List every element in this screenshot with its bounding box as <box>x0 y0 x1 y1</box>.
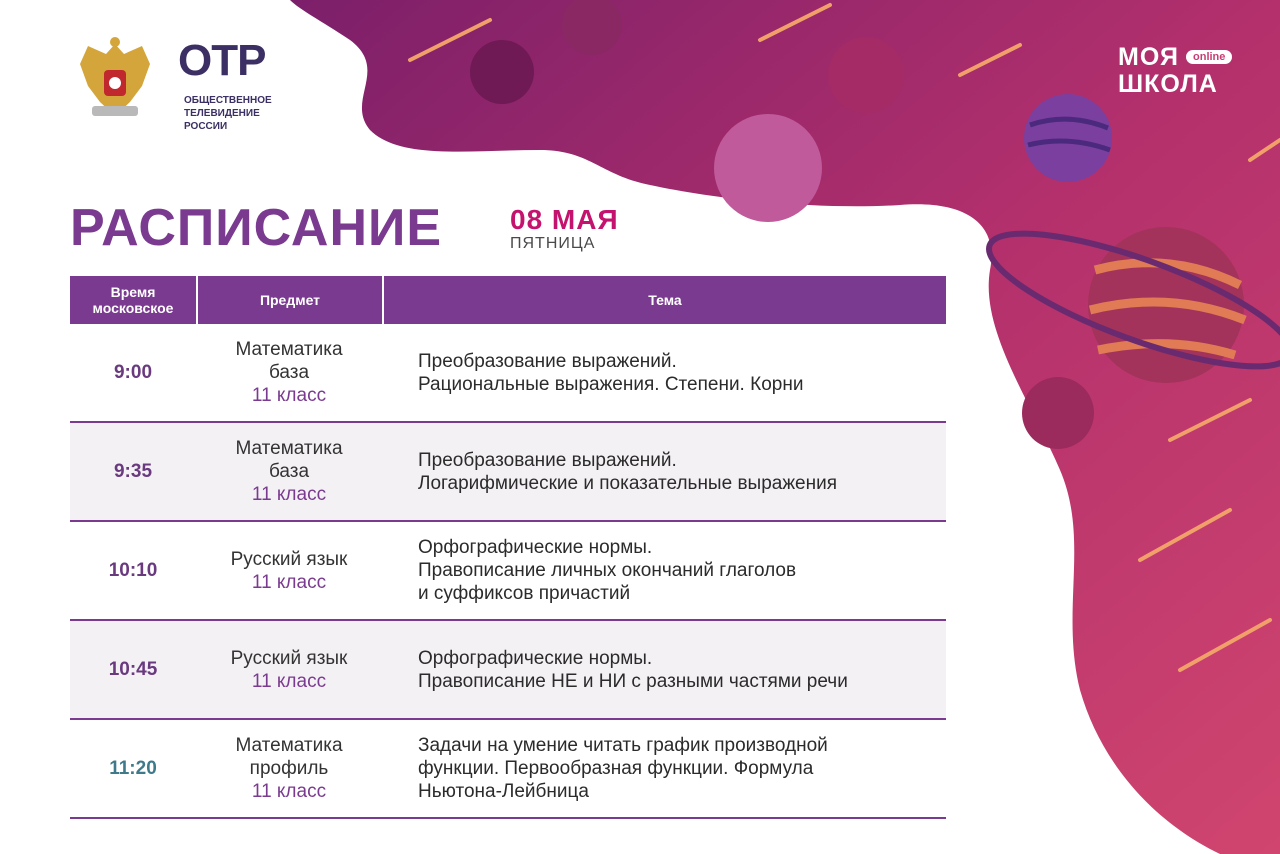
grade-label: 11 класс <box>251 484 327 505</box>
subject-line: профиль <box>249 758 329 779</box>
time-cell: 10:10 <box>108 559 158 581</box>
time-cell: 9:00 <box>113 361 153 383</box>
topic-line: Рациональные выражения. Степени. Корни <box>418 373 804 395</box>
moya-shkola-logo: МОЯ ШКОЛА <box>1118 43 1218 98</box>
table-row <box>70 423 946 522</box>
topic-line: Орфографические нормы. <box>418 537 653 558</box>
time-cell: 9:35 <box>113 460 153 482</box>
grade-label: 11 класс <box>251 670 327 692</box>
otr-logo: ОТР <box>178 36 266 85</box>
table-row <box>70 522 946 621</box>
otr-subtitle: ОБЩЕСТВЕННОЕ ТЕЛЕВИДЕНИЕ РОССИИ <box>184 95 272 132</box>
topic-line: Преобразование выражений. <box>418 350 677 372</box>
table-row <box>70 720 946 819</box>
subject-line: база <box>268 461 310 482</box>
schedule-table <box>70 276 946 819</box>
topic-cell <box>382 621 946 718</box>
topic-line: Ньютона-Лейбница <box>418 781 589 802</box>
topic-line: Задачи на умение читать график производной <box>418 735 828 756</box>
time-cell: 10:45 <box>108 658 158 680</box>
coat-of-arms-emblem <box>72 36 158 130</box>
topic-cell <box>382 324 946 421</box>
table-header <box>70 276 946 324</box>
topic-line: и суффиксов причастий <box>418 583 631 604</box>
header-topic: Тема <box>648 292 682 308</box>
grade-label: 11 класс <box>251 781 327 802</box>
topic-cell <box>382 720 946 817</box>
topic-line: Орфографические нормы. <box>418 647 653 669</box>
header-subject: Предмет <box>198 276 384 324</box>
table-row <box>70 324 946 423</box>
grade-label: 11 класс <box>251 571 327 593</box>
topic-line: Правописание НЕ и НИ с разными частями речи <box>418 670 848 692</box>
grade-label: 11 класс <box>251 385 327 406</box>
subject-line: Русский язык <box>230 548 348 570</box>
header-time: Время московское <box>70 276 198 324</box>
subject-cell <box>196 621 382 718</box>
subject-line: база <box>268 362 310 383</box>
schedule-weekday: ПЯТНИЦА <box>510 235 596 252</box>
subject-cell <box>196 522 382 619</box>
subject-line: Русский язык <box>230 647 348 669</box>
online-badge: online <box>1186 50 1232 64</box>
schedule-date: 08 МАЯ <box>510 204 619 235</box>
topic-cell <box>382 522 946 619</box>
subject-cell <box>196 720 382 817</box>
topic-line: Преобразование выражений. <box>418 449 677 471</box>
page-title: РАСПИСАНИЕ <box>70 199 443 257</box>
topic-line: Правописание личных окончаний глаголов <box>418 560 797 581</box>
topic-cell <box>382 423 946 520</box>
topic-line: Логарифмические и показательные выражения <box>418 472 837 494</box>
subject-line: Математика <box>235 438 343 459</box>
subject-cell <box>196 324 382 421</box>
topic-line: функции. Первообразная функции. Формула <box>418 758 814 779</box>
subject-line: Математика <box>235 735 343 756</box>
table-row <box>70 621 946 720</box>
subject-line: Математика <box>235 339 343 360</box>
time-cell: 11:20 <box>109 757 157 779</box>
subject-cell <box>196 423 382 520</box>
